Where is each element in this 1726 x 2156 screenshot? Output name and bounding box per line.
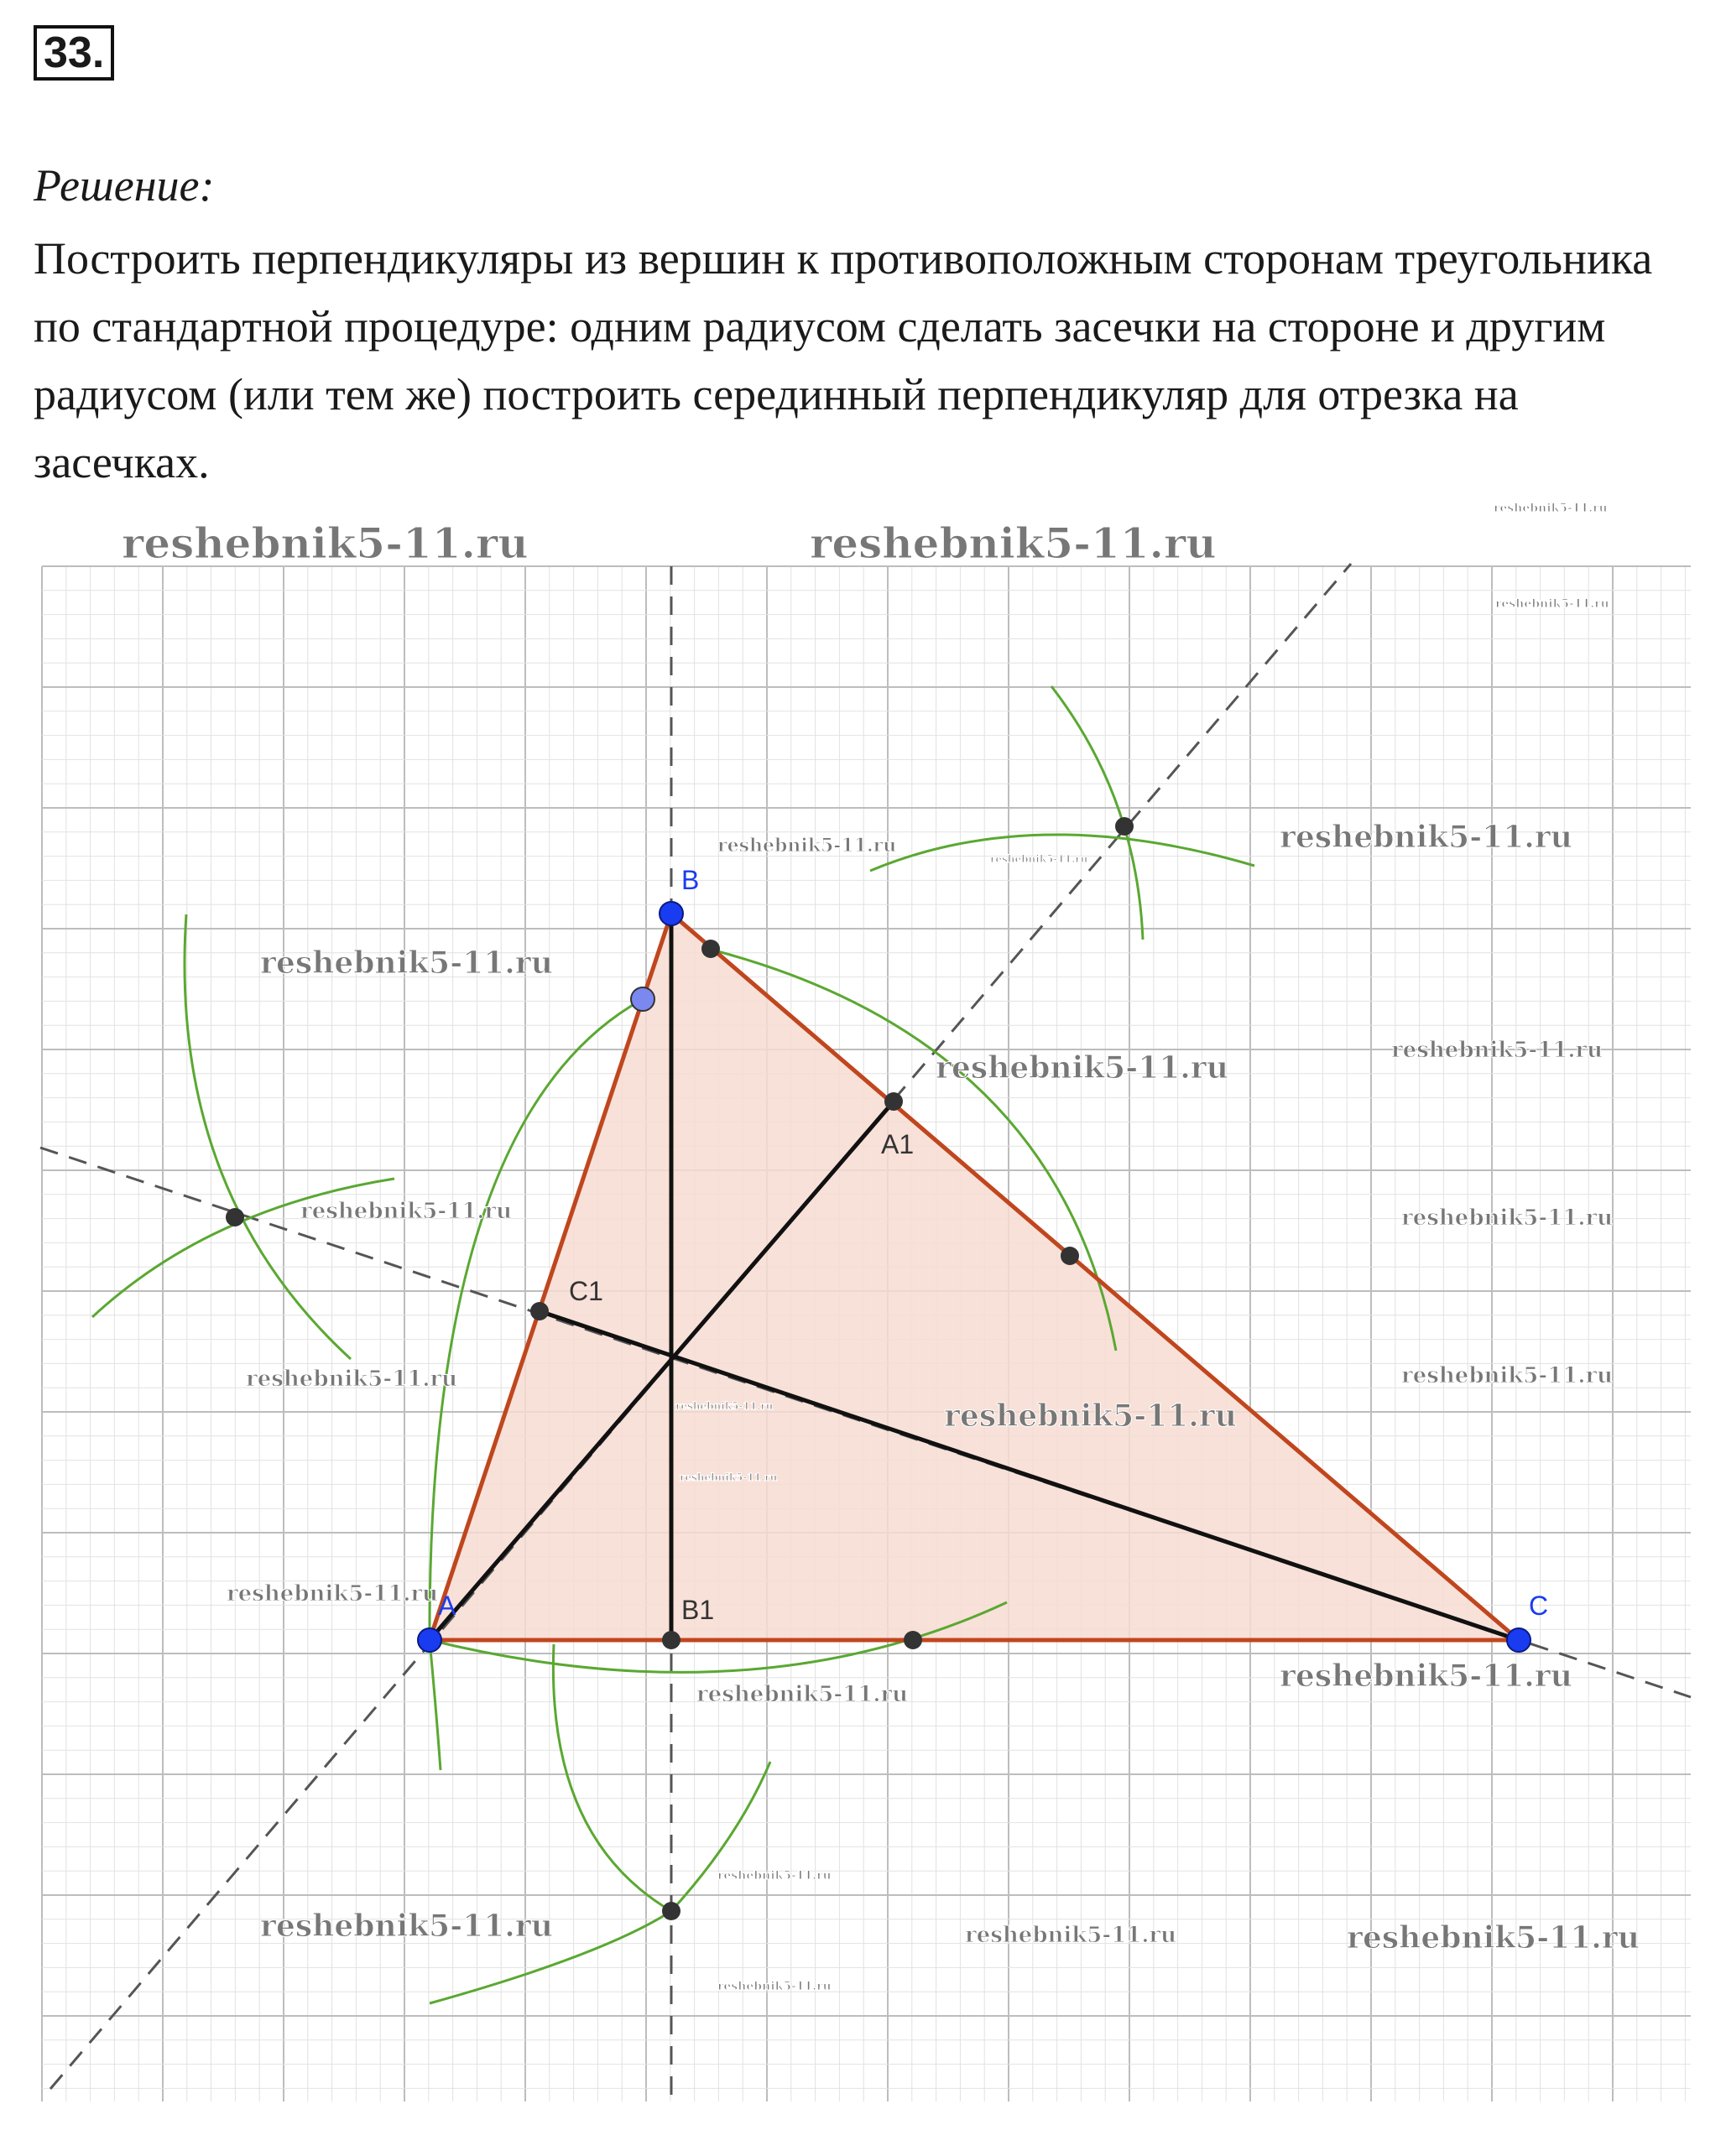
point-bc-2 — [1061, 1247, 1079, 1265]
watermark: reshebnik5-11.ru — [1280, 820, 1572, 855]
vertex-c — [1507, 1628, 1530, 1652]
label-a: A — [438, 1591, 456, 1621]
watermark: reshebnik5-11.ru — [936, 1050, 1228, 1086]
label-a1: A1 — [881, 1129, 915, 1159]
watermark: reshebnik5-11.ru — [1401, 1363, 1614, 1388]
watermark: reshebnik5-11.ru — [1280, 1659, 1572, 1694]
point-left-cross — [226, 1208, 244, 1226]
point-b1 — [662, 1631, 680, 1649]
solution-label: Решение: — [34, 160, 215, 211]
vertex-a — [418, 1628, 441, 1652]
watermark: reshebnik5-11.ru — [227, 1581, 439, 1607]
watermark: reshebnik5-11.ru — [696, 1682, 909, 1707]
watermark: reshebnik5-11.ru — [717, 835, 897, 857]
arc-bottom-cross-2 — [671, 1762, 770, 1911]
point-bottom-cross — [662, 1902, 680, 1920]
watermark: reshebnik5-11.ru — [1347, 1920, 1640, 1956]
watermark: reshebnik5-11.ru — [810, 518, 1217, 568]
watermark: reshebnik5-11.ru — [246, 1367, 458, 1392]
watermark: reshebnik5-11.ru — [1494, 502, 1608, 515]
vertex-b — [660, 902, 683, 925]
watermark: reshebnik5-11.ru — [965, 1923, 1177, 1948]
task-number: 33. — [34, 25, 114, 81]
label-c: C — [1529, 1591, 1549, 1621]
watermark: reshebnik5-11.ru — [260, 945, 553, 981]
point-a1 — [884, 1092, 903, 1111]
solution-text: Построить перпендикуляры из вершин к противоположным сторонам треугольника по стандартной процедуре: одним радиусом сделать засечки на стороне и другим радиусом (или тем же) построить серединный перпендикуляр для отрезка на засечках. — [34, 233, 1653, 487]
label-b1: B1 — [681, 1595, 715, 1625]
point-bc-1 — [701, 940, 720, 958]
watermark: reshebnik5-11.ru — [717, 1980, 832, 1993]
label-c1: C1 — [569, 1276, 603, 1306]
watermark: reshebnik5-11.ru — [1401, 1206, 1614, 1231]
watermark: reshebnik5-11.ru — [260, 1909, 553, 1944]
watermark: reshebnik5-11.ru — [1495, 597, 1609, 611]
point-top-right-cross — [1115, 817, 1134, 836]
watermark: reshebnik5-11.ru — [1391, 1038, 1603, 1063]
point-ac-2 — [904, 1631, 922, 1649]
watermark: reshebnik5-11.ru — [675, 1400, 774, 1412]
watermark: reshebnik5-11.ru — [717, 1869, 832, 1883]
label-b: B — [681, 865, 700, 895]
point-ab-helper — [631, 987, 654, 1011]
construction-figure — [0, 502, 1726, 2156]
watermark: reshebnik5-11.ru — [990, 853, 1088, 865]
point-c1 — [530, 1302, 549, 1320]
arc-a-down — [430, 1640, 441, 1770]
watermark: reshebnik5-11.ru — [944, 1398, 1237, 1434]
watermark: reshebnik5-11.ru — [300, 1199, 513, 1224]
watermark: reshebnik5-11.ru — [122, 518, 529, 568]
watermark: reshebnik5-11.ru — [680, 1471, 778, 1483]
arc-left-outer — [185, 914, 351, 1359]
